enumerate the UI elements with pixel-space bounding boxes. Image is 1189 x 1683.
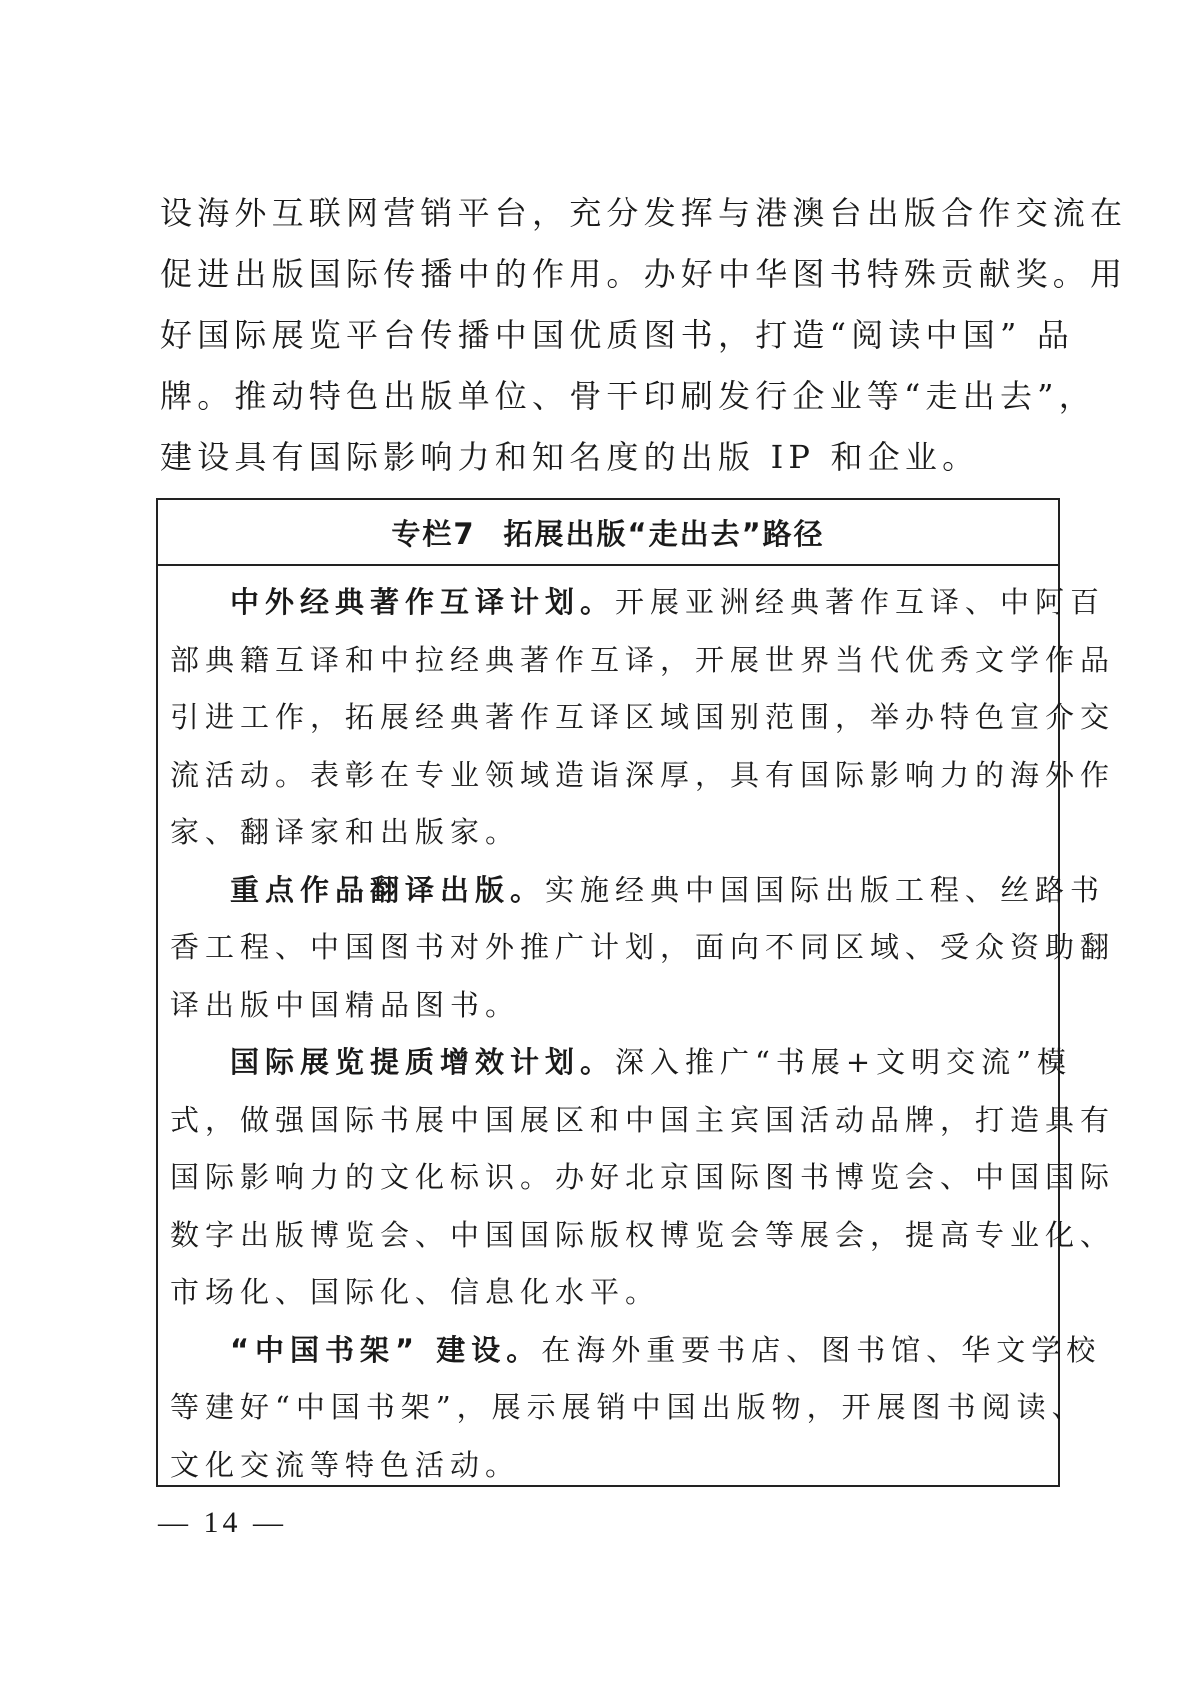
column-paragraph (170, 862, 1116, 1035)
column-paragraph (170, 574, 1116, 862)
paragraph-lead: “中国书架” 建设。 (230, 1332, 542, 1367)
paragraph-line: 国际影响力的文化标识。办好北京国际图书博览会、中国国际 (170, 1160, 1116, 1194)
paragraph-lead: 中外经典著作互译计划。 (230, 585, 616, 619)
paragraph-line: 部典籍互译和中拉经典著作互译，开展世界当代优秀文学作品 (170, 642, 1116, 677)
page-number: — 14 — (158, 1506, 287, 1539)
paragraph-line: 实施经典中国国际出版工程、丝路书 (545, 872, 1106, 907)
paragraph-line: 等建好“中国书架”，展示展销中国出版物，开展图书阅读、 (170, 1390, 1087, 1424)
paragraph-line: 流活动。表彰在专业领域造诣深厚，具有国际影响力的海外作 (170, 757, 1116, 792)
paragraph-line: 数字出版博览会、中国国际版权博览会等展会，提高专业化、 (170, 1217, 1116, 1252)
body-line: 促进出版国际传播中的作用。办好中华图书特殊贡献奖。用 (160, 255, 1128, 293)
column-number: 专栏7 (391, 516, 476, 551)
column-box (156, 498, 1116, 1487)
column-paragraph (170, 1034, 1116, 1322)
paragraph-line: 式，做强国际书展中国展区和中国主宾国活动品牌，打造具有 (170, 1102, 1116, 1137)
column-title: 拓展出版“走出去”路径 (503, 516, 825, 551)
paragraph-line: 译出版中国精品图书。 (170, 987, 521, 1022)
column-body (158, 566, 1116, 1494)
column-paragraph (170, 1322, 1102, 1495)
paragraph-line: 深入推广“书展+文明交流”模 (615, 1045, 1072, 1079)
paragraph-line: 家、翻译家和出版家。 (170, 815, 521, 849)
paragraph-line: 开展亚洲经典著作互译、中阿百 (615, 585, 1106, 619)
body-line: 好国际展览平台传播中国优质图书，打造“阅读中国” 品 (160, 316, 1075, 354)
body-line: 设海外互联网营销平台，充分发挥与港澳台出版合作交流在 (160, 194, 1128, 232)
column-title-bar (158, 500, 1058, 566)
body-line: 建设具有国际影响力和知名度的出版 IP 和企业。 (160, 438, 980, 476)
paragraph-lead: 重点作品翻译出版。 (230, 872, 546, 907)
paragraph-line: 引进工作，拓展经典著作互译区域国别范围，举办特色宣介交 (170, 700, 1116, 734)
body-text (160, 183, 1128, 488)
paragraph-line: 文化交流等特色活动。 (170, 1447, 521, 1482)
paragraph-line: 市场化、国际化、信息化水平。 (170, 1275, 661, 1309)
body-line: 牌。推动特色出版单位、骨干印刷发行企业等“走出去”， (160, 377, 1096, 415)
paragraph-line: 香工程、中国图书对外推广计划，面向不同区域、受众资助翻 (170, 930, 1116, 964)
paragraph-lead: 国际展览提质增效计划。 (230, 1045, 616, 1079)
paragraph-line: 在海外重要书店、图书馆、华文学校 (541, 1332, 1102, 1367)
